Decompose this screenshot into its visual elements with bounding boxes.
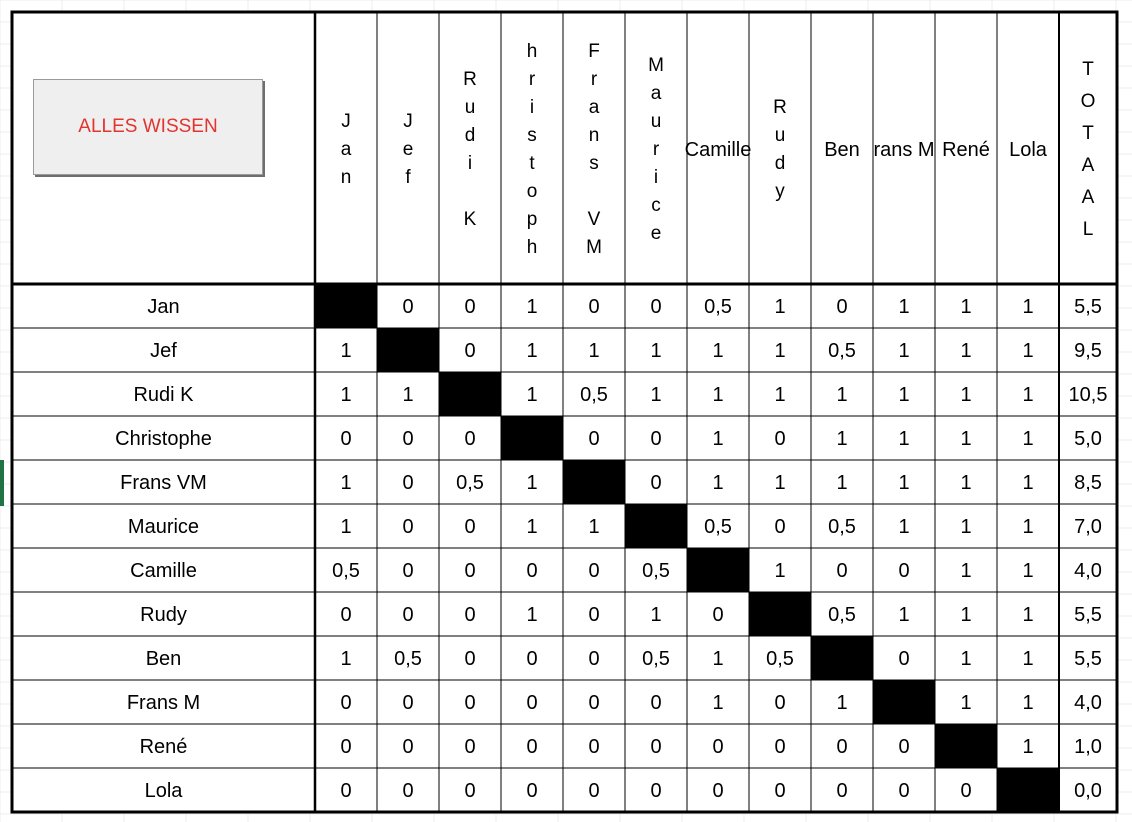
svg-text:r: r <box>528 69 536 90</box>
score-cell: 0 <box>774 780 786 802</box>
svg-text:c: c <box>651 195 661 216</box>
score-cell: 0 <box>402 736 414 758</box>
score-cell: 1 <box>898 296 910 318</box>
svg-text:M: M <box>648 55 664 76</box>
score-cell: 1 <box>898 604 910 626</box>
score-cell: 1 <box>526 472 538 494</box>
row-name: Frans VM <box>120 472 207 494</box>
svg-text:F: F <box>588 41 600 62</box>
score-cell: 1 <box>1022 384 1034 406</box>
score-cell: 0 <box>588 296 600 318</box>
svg-text:e: e <box>402 139 414 160</box>
score-cell: 0 <box>650 296 662 318</box>
score-cell: 0,5 <box>828 516 856 538</box>
score-cell: 1 <box>774 560 786 582</box>
svg-text:A: A <box>1081 155 1095 176</box>
score-cell: 0 <box>836 736 848 758</box>
diagonal-cell <box>997 768 1059 812</box>
score-cell: 1 <box>526 384 538 406</box>
score-cell: 0 <box>526 780 538 802</box>
svg-text:V: V <box>587 209 601 230</box>
score-cell: 0 <box>898 648 910 670</box>
svg-text:u: u <box>650 111 662 132</box>
svg-text:i: i <box>467 153 473 174</box>
column-header-jan <box>341 111 352 188</box>
score-cell: 1 <box>774 472 786 494</box>
score-cell: 1 <box>836 692 848 714</box>
diagonal-cell <box>315 284 377 328</box>
score-cell: 1 <box>960 648 972 670</box>
score-cell: 0 <box>340 780 352 802</box>
svg-text:a: a <box>340 139 352 160</box>
score-cell: 0 <box>464 736 476 758</box>
svg-text:O: O <box>1080 91 1096 112</box>
score-cell: 0 <box>650 736 662 758</box>
score-cell: 1 <box>712 692 724 714</box>
row-name: Frans M <box>126 692 201 714</box>
score-cell: 1 <box>650 604 662 626</box>
svg-text:rans M: rans M <box>873 139 935 161</box>
score-cell: 0 <box>650 692 662 714</box>
score-cell: 1 <box>774 384 786 406</box>
row-name: Rudi K <box>133 384 194 406</box>
column-header-rans-m <box>873 139 934 161</box>
score-cell: 1 <box>1022 516 1034 538</box>
score-cell: 0 <box>464 560 476 582</box>
total-cell: 10,5 <box>1068 384 1108 406</box>
diagonal-cell <box>377 328 439 372</box>
score-cell: 1 <box>526 516 538 538</box>
score-cell: 1 <box>1022 692 1034 714</box>
score-cell: 1 <box>712 428 724 450</box>
total-cell: 5,5 <box>1074 604 1102 626</box>
svg-text:R: R <box>463 69 477 90</box>
diagonal-cell <box>935 724 997 768</box>
total-cell: 7,0 <box>1074 516 1102 538</box>
svg-text:e: e <box>650 223 662 244</box>
score-cell: 0 <box>526 736 538 758</box>
score-cell: 0 <box>464 604 476 626</box>
score-cell: 0 <box>650 428 662 450</box>
svg-text:René: René <box>942 139 990 161</box>
score-cell: 1 <box>526 340 538 362</box>
total-cell: 0,0 <box>1074 780 1102 802</box>
score-cell: 0 <box>340 736 352 758</box>
score-cell: 0 <box>588 560 600 582</box>
svg-text:u: u <box>774 125 786 146</box>
column-header-rené <box>942 139 990 161</box>
score-cell: 1 <box>1022 604 1034 626</box>
svg-text:Lola: Lola <box>1009 139 1047 161</box>
svg-text:Ben: Ben <box>824 139 860 161</box>
svg-text:R: R <box>773 97 787 118</box>
score-cell: 0 <box>774 516 786 538</box>
score-cell: 1 <box>712 648 724 670</box>
svg-text:K: K <box>463 209 477 230</box>
score-cell: 1 <box>898 472 910 494</box>
score-cell: 1 <box>960 692 972 714</box>
diagonal-cell <box>501 416 563 460</box>
score-cell: 0 <box>588 692 600 714</box>
score-cell: 0 <box>402 472 414 494</box>
svg-text:r: r <box>652 139 660 160</box>
score-cell: 1 <box>960 472 972 494</box>
score-cell: 1 <box>588 516 600 538</box>
score-cell: 0 <box>340 692 352 714</box>
score-cell: 0 <box>712 604 724 626</box>
svg-text:n: n <box>588 125 600 146</box>
score-cell: 0,5 <box>704 516 732 538</box>
row-name: Jan <box>147 296 180 318</box>
svg-text:n: n <box>340 167 352 188</box>
score-cell: 0 <box>464 428 476 450</box>
score-cell: 1 <box>712 472 724 494</box>
svg-text:i: i <box>529 97 535 118</box>
score-cell: 0 <box>588 604 600 626</box>
total-cell: 8,5 <box>1074 472 1102 494</box>
score-cell: 1 <box>650 340 662 362</box>
score-cell: 1 <box>712 340 724 362</box>
diagonal-cell <box>563 460 625 504</box>
score-cell: 1 <box>960 516 972 538</box>
score-cell: 0,5 <box>766 648 794 670</box>
score-cell: 0 <box>650 472 662 494</box>
svg-text:d: d <box>464 125 476 146</box>
score-cell: 0 <box>526 692 538 714</box>
svg-text:a: a <box>650 83 662 104</box>
score-cell: 0 <box>588 780 600 802</box>
score-cell: 1 <box>898 340 910 362</box>
score-cell: 0 <box>712 780 724 802</box>
score-cell: 1 <box>588 340 600 362</box>
score-cell: 0 <box>836 780 848 802</box>
svg-text:T: T <box>1082 123 1094 144</box>
diagonal-cell <box>687 548 749 592</box>
score-cell: 0 <box>650 780 662 802</box>
score-cell: 0 <box>402 604 414 626</box>
score-cell: 0 <box>836 296 848 318</box>
score-cell: 1 <box>1022 428 1034 450</box>
svg-text:s: s <box>527 125 537 146</box>
alles-wissen-button[interactable]: ALLES WISSEN <box>33 79 263 175</box>
score-cell: 1 <box>712 384 724 406</box>
score-cell: 0 <box>464 296 476 318</box>
total-cell: 5,0 <box>1074 428 1102 450</box>
score-cell: 1 <box>402 384 414 406</box>
diagonal-cell <box>873 680 935 724</box>
score-cell: 1 <box>836 384 848 406</box>
diagonal-cell <box>811 636 873 680</box>
total-cell: 9,5 <box>1074 340 1102 362</box>
diagonal-cell <box>625 504 687 548</box>
svg-text:r: r <box>590 69 598 90</box>
score-cell: 0,5 <box>704 296 732 318</box>
score-cell: 1 <box>774 340 786 362</box>
score-cell: 1 <box>898 428 910 450</box>
svg-text:h: h <box>526 41 538 62</box>
score-cell: 0 <box>526 560 538 582</box>
total-cell: 5,5 <box>1074 296 1102 318</box>
svg-text:s: s <box>589 153 599 174</box>
score-cell: 0 <box>464 780 476 802</box>
score-cell: 1 <box>960 340 972 362</box>
svg-text:o: o <box>526 181 538 202</box>
score-cell: 0 <box>712 736 724 758</box>
score-cell: 0 <box>588 428 600 450</box>
svg-text:i: i <box>653 167 659 188</box>
svg-text:T: T <box>1082 59 1094 80</box>
svg-text:h: h <box>526 237 538 258</box>
score-cell: 0 <box>526 648 538 670</box>
score-cell: 0 <box>774 692 786 714</box>
column-header-camille <box>685 139 752 161</box>
score-cell: 1 <box>1022 340 1034 362</box>
score-cell: 1 <box>340 516 352 538</box>
row-name: Christophe <box>115 428 212 450</box>
score-cell: 0 <box>898 560 910 582</box>
row-name: Rudy <box>140 604 187 626</box>
score-cell: 0,5 <box>332 560 360 582</box>
score-cell: 0 <box>464 340 476 362</box>
svg-text:J: J <box>403 111 413 132</box>
svg-text:a: a <box>588 97 600 118</box>
score-cell: 0,5 <box>828 604 856 626</box>
svg-text:u: u <box>464 97 476 118</box>
score-cell: 0 <box>402 560 414 582</box>
total-cell: 4,0 <box>1074 560 1102 582</box>
score-cell: 0 <box>588 648 600 670</box>
svg-text:J: J <box>341 111 351 132</box>
score-cell: 0 <box>340 604 352 626</box>
score-cell: 0 <box>340 428 352 450</box>
total-cell: 5,5 <box>1074 648 1102 670</box>
score-cell: 0 <box>960 780 972 802</box>
score-cell: 1 <box>960 604 972 626</box>
score-cell: 0,5 <box>642 648 670 670</box>
row-name: Lola <box>144 780 183 802</box>
score-cell: 0 <box>464 648 476 670</box>
row-name: Jef <box>150 340 177 362</box>
score-cell: 1 <box>898 516 910 538</box>
column-header-ben <box>824 139 860 161</box>
score-cell: 1 <box>1022 296 1034 318</box>
score-cell: 1 <box>836 428 848 450</box>
score-cell: 1 <box>960 384 972 406</box>
score-cell: 1 <box>1022 560 1034 582</box>
score-cell: 0 <box>898 780 910 802</box>
score-cell: 1 <box>650 384 662 406</box>
score-cell: 1 <box>340 648 352 670</box>
score-cell: 1 <box>1022 648 1034 670</box>
score-cell: 1 <box>836 472 848 494</box>
score-cell: 0 <box>464 692 476 714</box>
svg-text:p: p <box>526 209 538 230</box>
total-cell: 4,0 <box>1074 692 1102 714</box>
score-cell: 0,5 <box>828 340 856 362</box>
diagonal-cell <box>749 592 811 636</box>
score-cell: 0 <box>774 736 786 758</box>
score-cell: 1 <box>1022 472 1034 494</box>
svg-text:d: d <box>774 153 786 174</box>
diagonal-cell <box>439 372 501 416</box>
score-cell: 0 <box>774 428 786 450</box>
score-cell: 0 <box>402 516 414 538</box>
score-cell: 1 <box>960 560 972 582</box>
svg-text:Camille: Camille <box>684 139 752 161</box>
total-cell: 1,0 <box>1074 736 1102 758</box>
score-cell: 0,5 <box>642 560 670 582</box>
row-name: Camille <box>130 560 197 582</box>
svg-text:A: A <box>1081 187 1095 208</box>
score-cell: 1 <box>340 472 352 494</box>
svg-text:t: t <box>529 153 535 174</box>
score-cell: 0 <box>402 780 414 802</box>
svg-text:y: y <box>775 181 785 202</box>
score-cell: 1 <box>898 384 910 406</box>
score-cell: 0,5 <box>580 384 608 406</box>
score-cell: 1 <box>526 604 538 626</box>
row-name: Ben <box>145 648 182 670</box>
score-cell: 0,5 <box>456 472 484 494</box>
score-cell: 0 <box>588 736 600 758</box>
svg-text:f: f <box>405 167 411 188</box>
svg-text:M: M <box>586 237 602 258</box>
row-name: Maurice <box>127 516 200 538</box>
score-cell: 0 <box>464 516 476 538</box>
score-cell: 1 <box>774 296 786 318</box>
score-cell: 1 <box>1022 736 1034 758</box>
score-cell: 0 <box>402 428 414 450</box>
score-cell: 0 <box>898 736 910 758</box>
score-cell: 0,5 <box>394 648 422 670</box>
row-name: René <box>139 736 188 758</box>
score-cell: 1 <box>340 340 352 362</box>
column-header-lola <box>1009 139 1048 161</box>
score-cell: 1 <box>340 384 352 406</box>
score-cell: 1 <box>960 428 972 450</box>
score-cell: 0 <box>402 692 414 714</box>
score-cell: 1 <box>526 296 538 318</box>
svg-text:L: L <box>1082 219 1094 240</box>
score-cell: 1 <box>960 296 972 318</box>
score-cell: 0 <box>402 296 414 318</box>
score-cell: 0 <box>836 560 848 582</box>
